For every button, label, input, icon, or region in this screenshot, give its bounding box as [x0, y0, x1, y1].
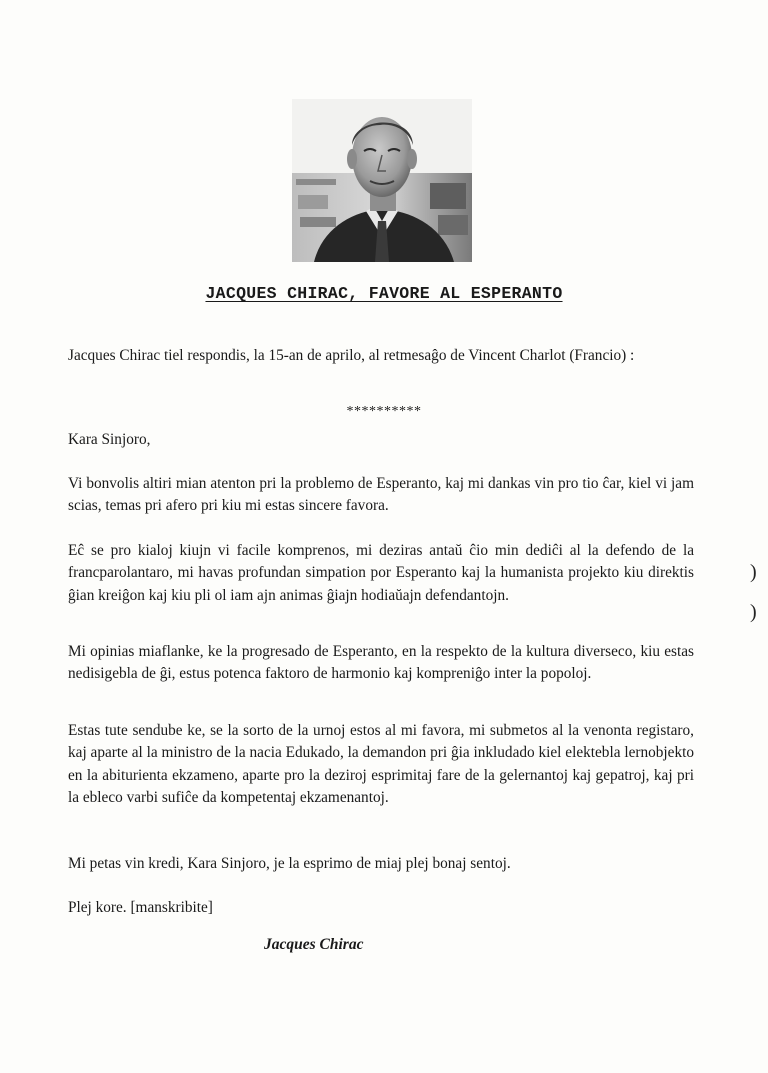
salutation: Kara Sinjoro,	[68, 431, 151, 448]
body-paragraph: Eĉ se pro kialoj kiujn vi facile komprenos, mi deziras antaŭ ĉio min dediĉi al la defendo de la francparolantaro, mi havas profundan simpation por Esperanto kaj la humanista projekto kiu direktis ĝian kreiĝon kaj kiu pli ol iam ajn animas ĝiajn hodiaŭajn defendantojn.	[68, 542, 694, 604]
portrait-photo	[292, 99, 472, 262]
body-paragraph: Estas tute sendube ke, se la sorto de la urnoj estos al mi favora, mi submetos al la venonta registaro, kaj aparte al la ministro de la nacia Edukado, la demandon pri ĝia inkludado kiel elektebla lernobjekto en la abiturienta ekzameno, aparte pro la deziroj esprimitaj fare de la gelernantoj kaj gepatroj, kaj pri la ebleco varbi sufiĉe da kompetentaj ekzamenantoj.	[68, 722, 694, 807]
body-paragraph: Mi opinias miaflanke, ke la progresado de Esperanto, en la respekto de la kultura diverseco, kiu estas nedisigebla de ĝi, estus potenca faktoro de harmonio kaj kompreniĝo inter la popoloj.	[68, 643, 694, 683]
sign-off: Plej kore. [manskribite]	[68, 899, 213, 916]
document-title: JACQUES CHIRAC, FAVORE AL ESPERANTO	[205, 284, 563, 303]
margin-marks: ) )	[750, 561, 757, 623]
separator: **********	[346, 404, 422, 419]
closing-line: Mi petas vin kredi, Kara Sinjoro, je la esprimo de miaj plej bonaj sentoj.	[68, 855, 511, 872]
intro-paragraph: Jacques Chirac tiel respondis, la 15-an de aprilo, al retmesaĝo de Vincent Charlot (Francio) :	[68, 347, 635, 364]
body-paragraph: Vi bonvolis altiri mian atenton pri la problemo de Esperanto, kaj mi dankas vin pro tio ĉar, kiel vi jam scias, temas pri afero pri kiu mi estas sincere favora.	[68, 475, 694, 515]
signature: Jacques Chirac	[264, 936, 364, 953]
